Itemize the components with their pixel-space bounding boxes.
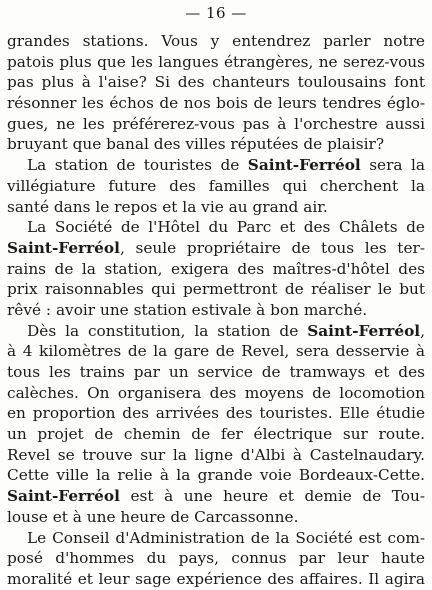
text-line: pas plus à l'aise? Si des chanteurs toulousains font xyxy=(7,73,425,92)
text-line: Dès la constitution, la station de Saint-Ferréol, xyxy=(27,321,425,340)
body-text xyxy=(7,31,425,590)
text-line: Le Conseil d'Administration de la Société est com- xyxy=(27,528,425,547)
text-line: moralité et leur sage expérience des affaires. Il agira xyxy=(7,569,425,588)
text-line: villégiature future des familles qui cherchent la xyxy=(7,176,425,195)
text-line: en proportion des arrivées des touristes. Elle étudie xyxy=(7,404,425,423)
text-line: santé dans le repos et la vie au grand air. xyxy=(7,197,328,216)
place-name: Saint-Ferréol xyxy=(307,321,421,340)
page-number: — 16 — xyxy=(185,4,247,22)
text-line: un projet de chemin de fer électrique sur route. xyxy=(7,425,425,444)
text-line: résonner les échos de nos bois de leurs tendres églo- xyxy=(7,94,425,113)
text-line: louse et à une heure de Carcassonne. xyxy=(7,507,299,526)
text-line: rains de la station, exigera des maîtres-d'hôtel des xyxy=(7,259,425,278)
text-line: prix raisonnables qui permettront de réaliser le but xyxy=(7,280,425,299)
text-line: calèches. On organisera des moyens de locomotion xyxy=(7,383,425,402)
text-line: Revel se trouve sur la ligne d'Albi à Castelnaudary. xyxy=(7,445,425,464)
text-line: Saint-Ferréol, seule propriétaire de tous les ter- xyxy=(7,238,425,257)
text-line: tous les trains par un service de tramways et des xyxy=(7,363,425,381)
text-line: posé d'hommes du pays, connus par leur haute xyxy=(7,549,425,568)
text-line: La station de touristes de Saint-Ferréol sera la xyxy=(27,156,425,175)
text-line: rêvé : avoir une station estivale à bon marché. xyxy=(7,300,368,319)
place-name: Saint-Ferréol xyxy=(7,487,120,506)
place-name: Saint-Ferréol xyxy=(247,156,361,175)
text-line: La Société de l'Hôtel du Parc et des Châlets de xyxy=(27,218,425,237)
text-line: Cette ville la relie à la grande voie Bordeaux-Cette. xyxy=(7,466,425,485)
text-line: grandes stations. Vous y entendrez parler notre xyxy=(7,32,425,50)
text-line: patois plus que les langues étrangères, ne serez-vous xyxy=(7,52,425,71)
place-name: Saint-Ferréol xyxy=(7,238,120,257)
text-line: à 4 kilomètres de la gare de Revel, sera desservie à xyxy=(7,342,425,361)
text-line: Saint-Ferréol est à une heure et demie de Tou- xyxy=(7,487,425,506)
text-line: bruyant que banal des villes réputées de plaisir? xyxy=(7,135,385,154)
text-line: gues, ne les préférerez-vous pas à l'orchestre aussi xyxy=(7,114,425,133)
